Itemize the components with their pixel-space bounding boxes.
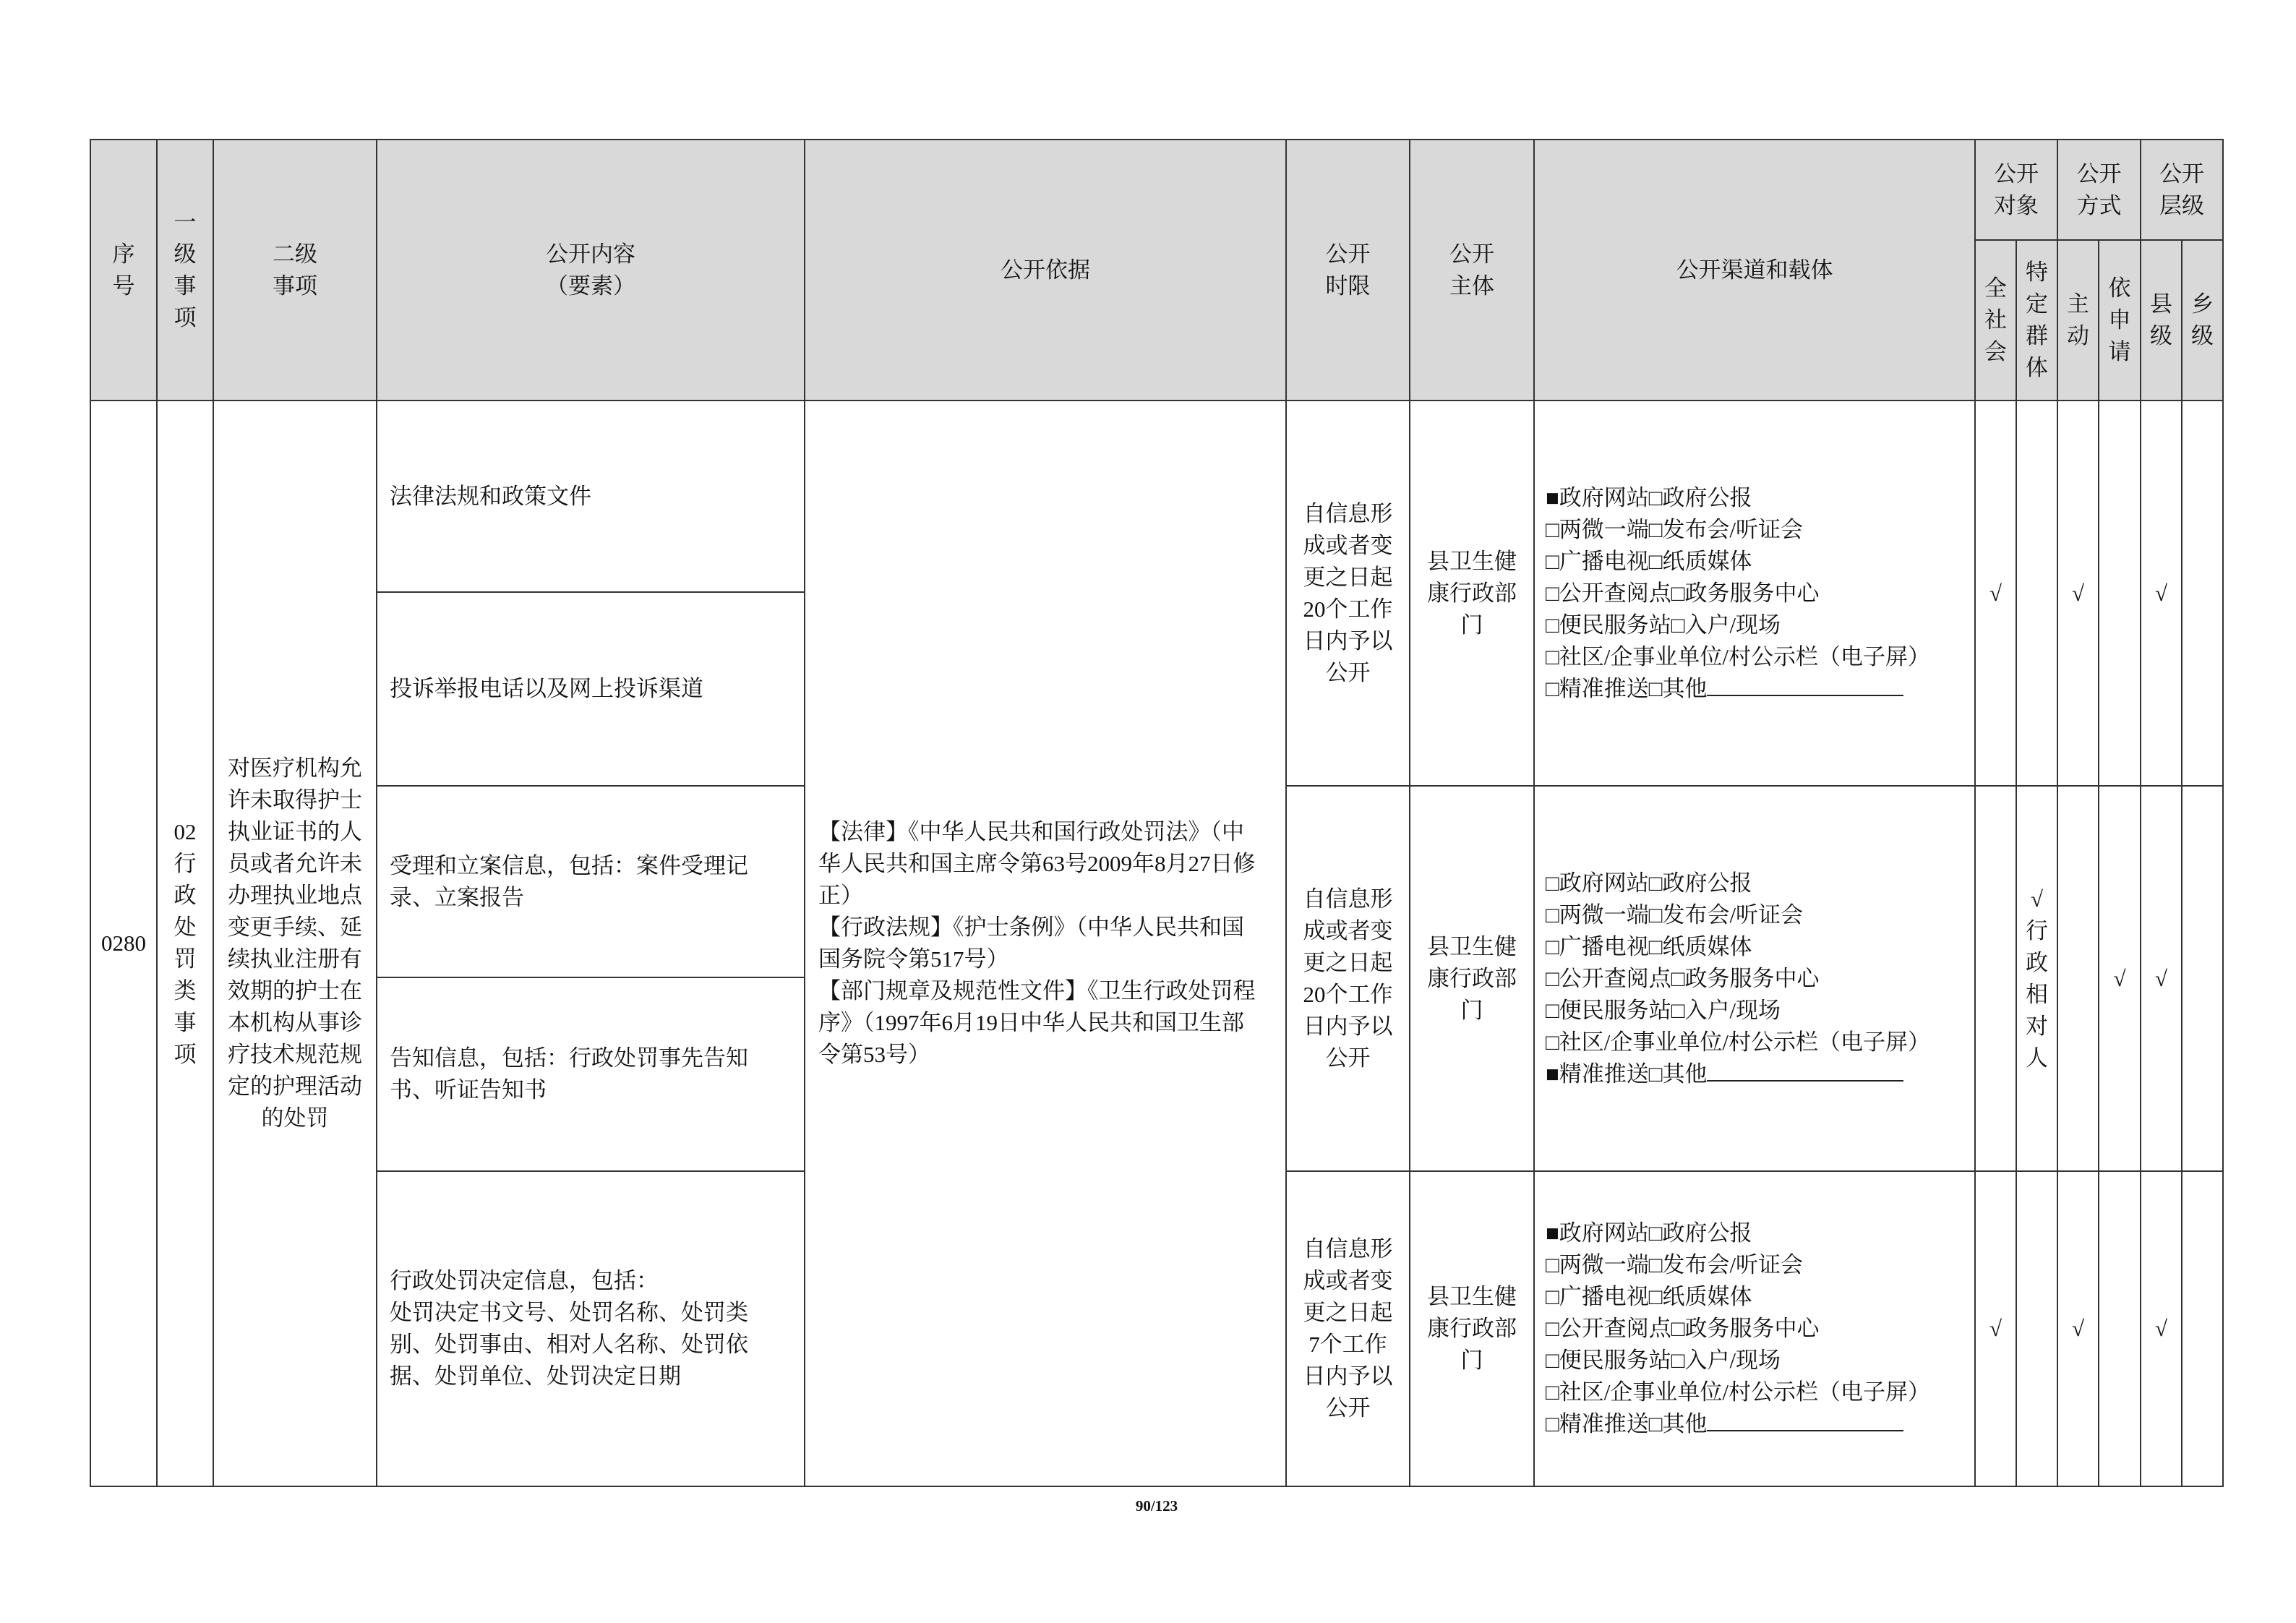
content-cell xyxy=(377,401,805,593)
level1-cell xyxy=(158,401,214,1487)
basis-item-regulation: 【行政法规】《护士条例》（中华人民共和国国务院令第517号） xyxy=(818,915,1244,972)
header-time-limit-label: 公开时限 xyxy=(1325,241,1371,299)
channel-line-last xyxy=(1546,1408,1930,1440)
header-level-town-label: 乡级 xyxy=(2190,291,2214,348)
channel-list xyxy=(1546,1217,1930,1440)
check-cell xyxy=(1976,401,2017,787)
header-group-target-label: 公开对象 xyxy=(1994,160,2039,218)
channel-line: □社区/企事业单位/村公示栏（电子屏） xyxy=(1546,1379,1930,1405)
header-level-county-label: 县级 xyxy=(2149,291,2172,348)
channel-line: ■精准推送□其他 xyxy=(1546,1061,1708,1087)
channel-line: □社区/企事业单位/村公示栏（电子屏） xyxy=(1546,1029,1930,1055)
content-text: 告知信息，包括：行政处罚事先告知书、听证告知书 xyxy=(390,1045,748,1102)
content-cell xyxy=(377,978,805,1172)
channel-cell xyxy=(1535,401,1976,787)
basis-list xyxy=(818,816,1265,1071)
check-cell xyxy=(2183,401,2224,787)
check-mark: √ xyxy=(2071,580,2084,606)
check-cell xyxy=(2183,1172,2224,1487)
page-number: 90/123 xyxy=(1135,1497,1178,1515)
header-target-specific xyxy=(2017,241,2058,401)
header-channel xyxy=(1535,139,1976,401)
channel-line: □两微一端□发布会/听证会 xyxy=(1546,902,1804,928)
channel-cell xyxy=(1535,787,1976,1172)
check-cell xyxy=(2099,787,2141,1172)
seq-cell xyxy=(90,401,158,1487)
channel-line-last xyxy=(1546,673,1930,705)
level2-value: 对医疗机构允许未取得护士执业证书的人员或者允许未办理执业地点变更手续、延续执业注册有效期的护士在本机构从事诊疗技术规范规定的护理活动的处罚 xyxy=(228,755,362,1131)
check-mark: √ xyxy=(2154,580,2167,606)
content-text: 投诉举报电话以及网上投诉渠道 xyxy=(390,676,703,701)
header-target-specific-label: 特定群体 xyxy=(2025,260,2048,380)
check-cell xyxy=(2141,401,2183,787)
check-mark: √ xyxy=(2071,1316,2084,1341)
subject-text: 县卫生健康行政部门 xyxy=(1427,548,1517,638)
check-cell xyxy=(2141,787,2183,1172)
header-subject-label: 公开主体 xyxy=(1449,241,1494,299)
header-group-level-label: 公开层级 xyxy=(2159,160,2204,218)
channel-line-last xyxy=(1546,1058,1930,1090)
check-cell xyxy=(2183,787,2224,1172)
header-channel-label: 公开渠道和载体 xyxy=(1676,257,1833,283)
header-seq-label: 序号 xyxy=(112,241,135,299)
channel-line: □两微一端□发布会/听证会 xyxy=(1546,516,1804,542)
check-cell xyxy=(2058,787,2099,1172)
header-seq xyxy=(90,139,158,401)
disclosure-table xyxy=(90,139,2224,1487)
channel-line: ■政府网站□政府公报 xyxy=(1546,484,1752,510)
channel-line: □两微一端□发布会/听证会 xyxy=(1546,1252,1804,1277)
header-mode-request xyxy=(2099,241,2141,401)
channel-line: □公开查阅点□政务服务中心 xyxy=(1546,1316,1820,1341)
header-group-mode-label: 公开方式 xyxy=(2076,160,2122,218)
header-group-level xyxy=(2141,139,2224,241)
channel-line: □广播电视□纸质媒体 xyxy=(1546,933,1752,959)
subject-cell xyxy=(1410,401,1535,787)
check-cell xyxy=(2058,401,2099,787)
content-text: 法律法规和政策文件 xyxy=(390,483,591,509)
basis-item-rule: 【部门规章及规范性文件】《卫生行政处罚程序》（1997年6月19日中华人民共和国卫生部令第53号） xyxy=(818,978,1256,1067)
check-cell xyxy=(1976,1172,2017,1487)
content-text: 行政处罚决定信息，包括： 处罚决定书文号、处罚名称、处罚类别、处罚事由、相对人名称、处罚依据、处罚单位、处罚决定日期 xyxy=(390,1268,748,1389)
check-cell xyxy=(2017,401,2058,787)
check-cell xyxy=(2017,787,2058,1172)
time-limit-text: 自信息形成或者变更之日起7个工作日内予以公开 xyxy=(1303,1236,1393,1421)
basis-cell xyxy=(805,401,1287,1487)
header-level-town xyxy=(2183,241,2224,401)
header-level2-label: 二级事项 xyxy=(273,241,317,299)
channel-cell xyxy=(1535,1172,1976,1487)
subject-text: 县卫生健康行政部门 xyxy=(1427,1284,1517,1373)
header-level-county xyxy=(2141,241,2183,401)
header-group-target xyxy=(1976,139,2058,241)
header-basis-label: 公开依据 xyxy=(1001,257,1090,283)
check-cell xyxy=(1976,787,2017,1172)
time-limit-cell xyxy=(1287,1172,1410,1487)
header-subject xyxy=(1410,139,1535,401)
header-level2 xyxy=(214,139,377,401)
check-mark: √ xyxy=(2113,965,2126,991)
content-cell xyxy=(377,787,805,978)
content-cell xyxy=(377,593,805,787)
header-basis xyxy=(805,139,1287,401)
check-mark: √ xyxy=(1989,580,2002,606)
other-blank-line xyxy=(1707,1062,1903,1082)
channel-line: □政府网站□政府公报 xyxy=(1546,870,1752,896)
check-cell xyxy=(2017,1172,2058,1487)
other-blank-line xyxy=(1707,677,1903,696)
content-cell xyxy=(377,1172,805,1487)
header-mode-active-label: 主动 xyxy=(2066,291,2089,348)
check-mark: √ xyxy=(2154,1316,2167,1341)
header-level1 xyxy=(158,139,214,401)
check-cell xyxy=(2058,1172,2099,1487)
check-cell xyxy=(2141,1172,2183,1487)
header-target-all xyxy=(1976,241,2017,401)
check-cell xyxy=(2099,1172,2141,1487)
channel-list xyxy=(1546,868,1930,1090)
subject-text: 县卫生健康行政部门 xyxy=(1427,933,1517,1023)
time-limit-text: 自信息形成或者变更之日起20个工作日内予以公开 xyxy=(1303,886,1393,1071)
header-group-mode xyxy=(2058,139,2141,241)
channel-line: ■政府网站□政府公报 xyxy=(1546,1220,1752,1246)
header-mode-active xyxy=(2058,241,2099,401)
channel-line: □广播电视□纸质媒体 xyxy=(1546,1284,1752,1309)
check-mark: √行政相对人 xyxy=(2025,886,2048,1071)
channel-list xyxy=(1546,482,1930,705)
level1-value: 02行政处罚类事项 xyxy=(174,819,197,1067)
channel-line: □便民服务站□入户/现场 xyxy=(1546,612,1781,638)
header-mode-request-label: 依申请 xyxy=(2108,275,2131,364)
time-limit-cell xyxy=(1287,401,1410,787)
header-level1-label: 一级事项 xyxy=(174,209,197,330)
channel-line: □社区/企事业单位/村公示栏（电子屏） xyxy=(1546,643,1930,669)
channel-line: □便民服务站□入户/现场 xyxy=(1546,997,1781,1023)
channel-line: □公开查阅点□政务服务中心 xyxy=(1546,965,1820,991)
seq-value: 0280 xyxy=(101,930,146,956)
subject-cell xyxy=(1410,1172,1535,1487)
channel-line: □便民服务站□入户/现场 xyxy=(1546,1348,1781,1373)
check-mark: √ xyxy=(1989,1316,2002,1341)
check-mark: √ xyxy=(2154,965,2167,991)
time-limit-text: 自信息形成或者变更之日起20个工作日内予以公开 xyxy=(1303,500,1393,685)
basis-item-law: 【法律】《中华人民共和国行政处罚法》（中华人民共和国主席令第63号2009年8月27日修正） xyxy=(818,819,1256,908)
channel-line: □公开查阅点□政务服务中心 xyxy=(1546,580,1820,606)
header-time-limit xyxy=(1287,139,1410,401)
content-text: 受理和立案信息，包括：案件受理记录、立案报告 xyxy=(390,852,748,910)
header-content xyxy=(377,139,805,401)
channel-line: □精准推送□其他 xyxy=(1546,1411,1708,1436)
channel-line: □广播电视□纸质媒体 xyxy=(1546,548,1752,574)
header-content-label: 公开内容（要素） xyxy=(546,241,635,299)
time-limit-cell xyxy=(1287,787,1410,1172)
channel-line: □精准推送□其他 xyxy=(1546,675,1708,701)
check-cell xyxy=(2099,401,2141,787)
header-target-all-label: 全社会 xyxy=(1984,275,2007,364)
level2-cell xyxy=(214,401,377,1487)
subject-cell xyxy=(1410,787,1535,1172)
other-blank-line xyxy=(1707,1412,1903,1431)
